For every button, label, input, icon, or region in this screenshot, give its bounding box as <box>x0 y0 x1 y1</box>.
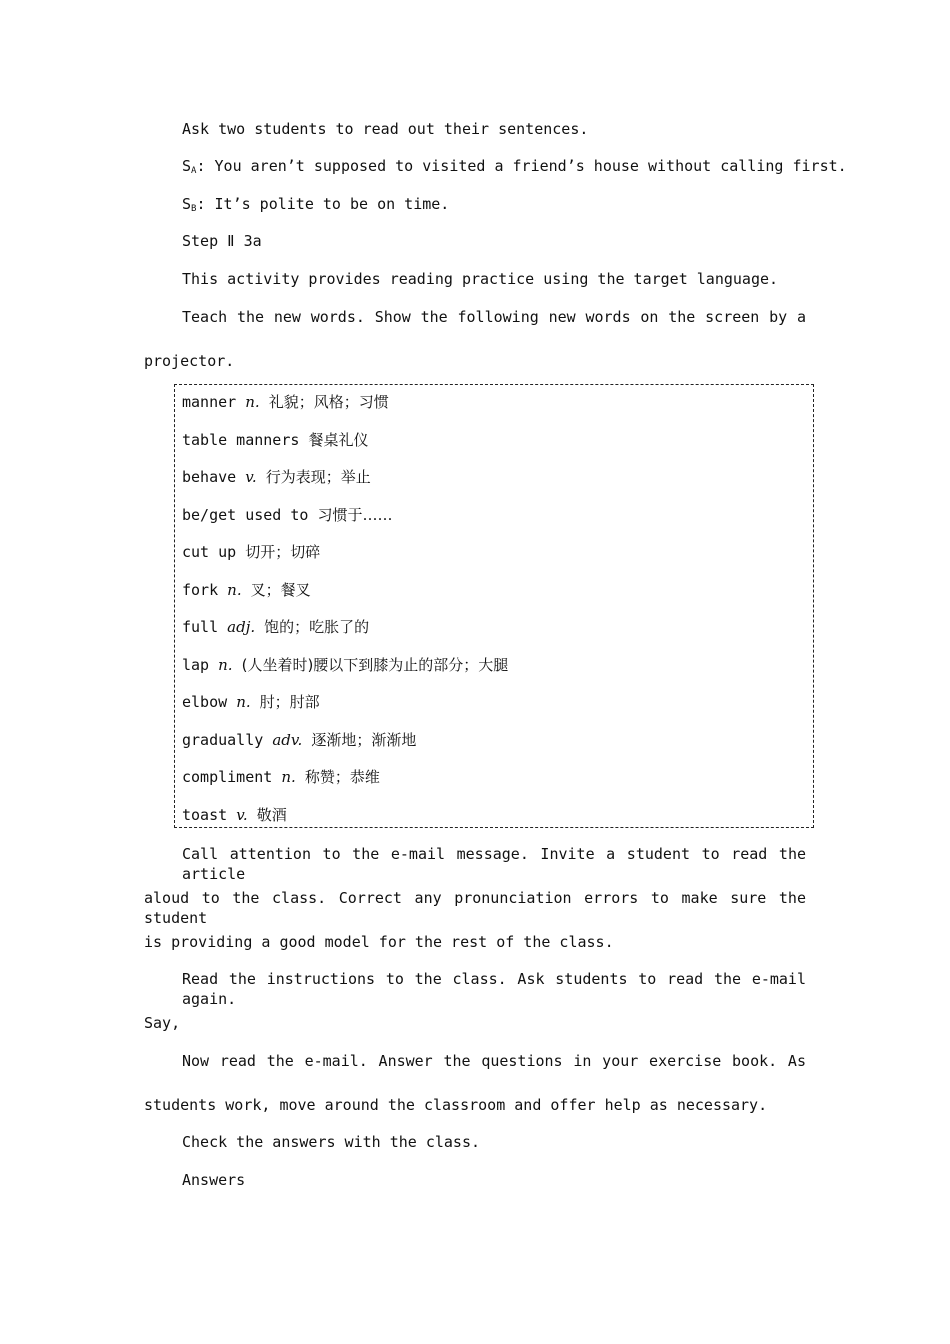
vocab-word: be/get used to <box>182 506 309 524</box>
sentence-text: : It’s polite to be on time. <box>196 195 450 213</box>
vocab-meaning: 称赞；恭维 <box>304 768 380 786</box>
vocab-word: gradually <box>182 731 264 749</box>
speaker-label: S <box>182 157 192 175</box>
vocab-item <box>182 505 392 525</box>
vocab-meaning: 叉；餐叉 <box>250 581 311 599</box>
read-instructions-line-1: Read the instructions to the class. Ask students to read the e-mail again. <box>182 970 806 1008</box>
vocab-word: cut up <box>182 543 237 561</box>
vocab-pos: n. <box>236 693 251 711</box>
check-answers: Check the answers with the class. <box>182 1133 481 1151</box>
vocab-pos: n. <box>227 581 242 599</box>
teach-words-line-2: projector. <box>144 352 235 370</box>
now-read-line-2: students work, move around the classroom and offer help as necessary. <box>144 1096 768 1114</box>
vocab-pos: adv. <box>272 731 303 749</box>
vocab-meaning: 切开；切碎 <box>245 543 321 561</box>
vocab-meaning: 敬酒 <box>256 806 287 824</box>
vocab-word: table manners <box>182 431 300 449</box>
vocab-item <box>182 767 380 787</box>
teach-words-line-1: Teach the new words. Show the following new words on the screen by a <box>182 308 806 326</box>
vocab-meaning: (人坐着时)腰以下到膝为止的部分；大腿 <box>241 656 509 674</box>
vocab-item <box>182 467 371 487</box>
sentence-text: : You aren’t supposed to visited a friend’s house without calling first. <box>196 157 847 175</box>
vocab-word: lap <box>182 656 210 674</box>
vocab-meaning: 逐渐地；渐渐地 <box>311 731 417 749</box>
speaker-subscript: B <box>191 204 197 214</box>
vocab-meaning: 礼貌；风格；习惯 <box>268 393 389 411</box>
call-attention-line-1: Call attention to the e-mail message. Invite a student to read the article <box>182 845 806 883</box>
vocab-meaning: 饱的；吃胀了的 <box>264 618 370 636</box>
vocab-item <box>182 580 311 600</box>
vocab-word: behave <box>182 468 237 486</box>
step-heading: Step Ⅱ 3a <box>182 232 262 250</box>
vocab-item <box>182 730 416 750</box>
vocab-meaning: 习惯于…… <box>317 506 393 524</box>
speaker-label: S <box>182 195 192 213</box>
student-b-sentence <box>182 194 449 219</box>
read-instructions-line-2: Say, <box>144 1014 181 1032</box>
vocab-pos: v. <box>236 806 248 824</box>
answers-heading: Answers <box>182 1171 246 1189</box>
vocab-item <box>182 430 368 450</box>
vocab-item <box>182 655 508 675</box>
call-attention-line-3: is providing a good model for the rest of the class. <box>144 933 614 951</box>
vocab-item <box>182 692 320 712</box>
vocab-word: toast <box>182 806 228 824</box>
vocab-meaning: 行为表现；举止 <box>265 468 371 486</box>
vocab-pos: adj. <box>227 618 256 636</box>
vocab-meaning: 肘；肘部 <box>259 693 320 711</box>
vocab-word: compliment <box>182 768 273 786</box>
vocab-word: full <box>182 618 219 636</box>
vocab-pos: n. <box>218 656 233 674</box>
vocab-item <box>182 805 287 825</box>
vocab-pos: n. <box>281 768 296 786</box>
vocab-pos: v. <box>245 468 257 486</box>
vocab-item <box>182 542 320 562</box>
call-attention-line-2: aloud to the class. Correct any pronunciation errors to make sure the student <box>144 889 806 927</box>
vocab-item <box>182 392 389 412</box>
vocab-item <box>182 617 369 637</box>
student-a-sentence <box>182 156 847 181</box>
now-read-line-1: Now read the e-mail. Answer the questions in your exercise book. As <box>182 1052 806 1070</box>
vocab-meaning: 餐桌礼仪 <box>308 431 369 449</box>
vocab-word: fork <box>182 581 219 599</box>
vocab-pos: n. <box>245 393 260 411</box>
vocab-word: elbow <box>182 693 228 711</box>
activity-description: This activity provides reading practice using the target language. <box>182 270 779 288</box>
vocab-word: manner <box>182 393 237 411</box>
vocabulary-box <box>174 384 814 828</box>
speaker-subscript: A <box>191 166 197 176</box>
instruction-read-sentences: Ask two students to read out their sentences. <box>182 120 589 138</box>
